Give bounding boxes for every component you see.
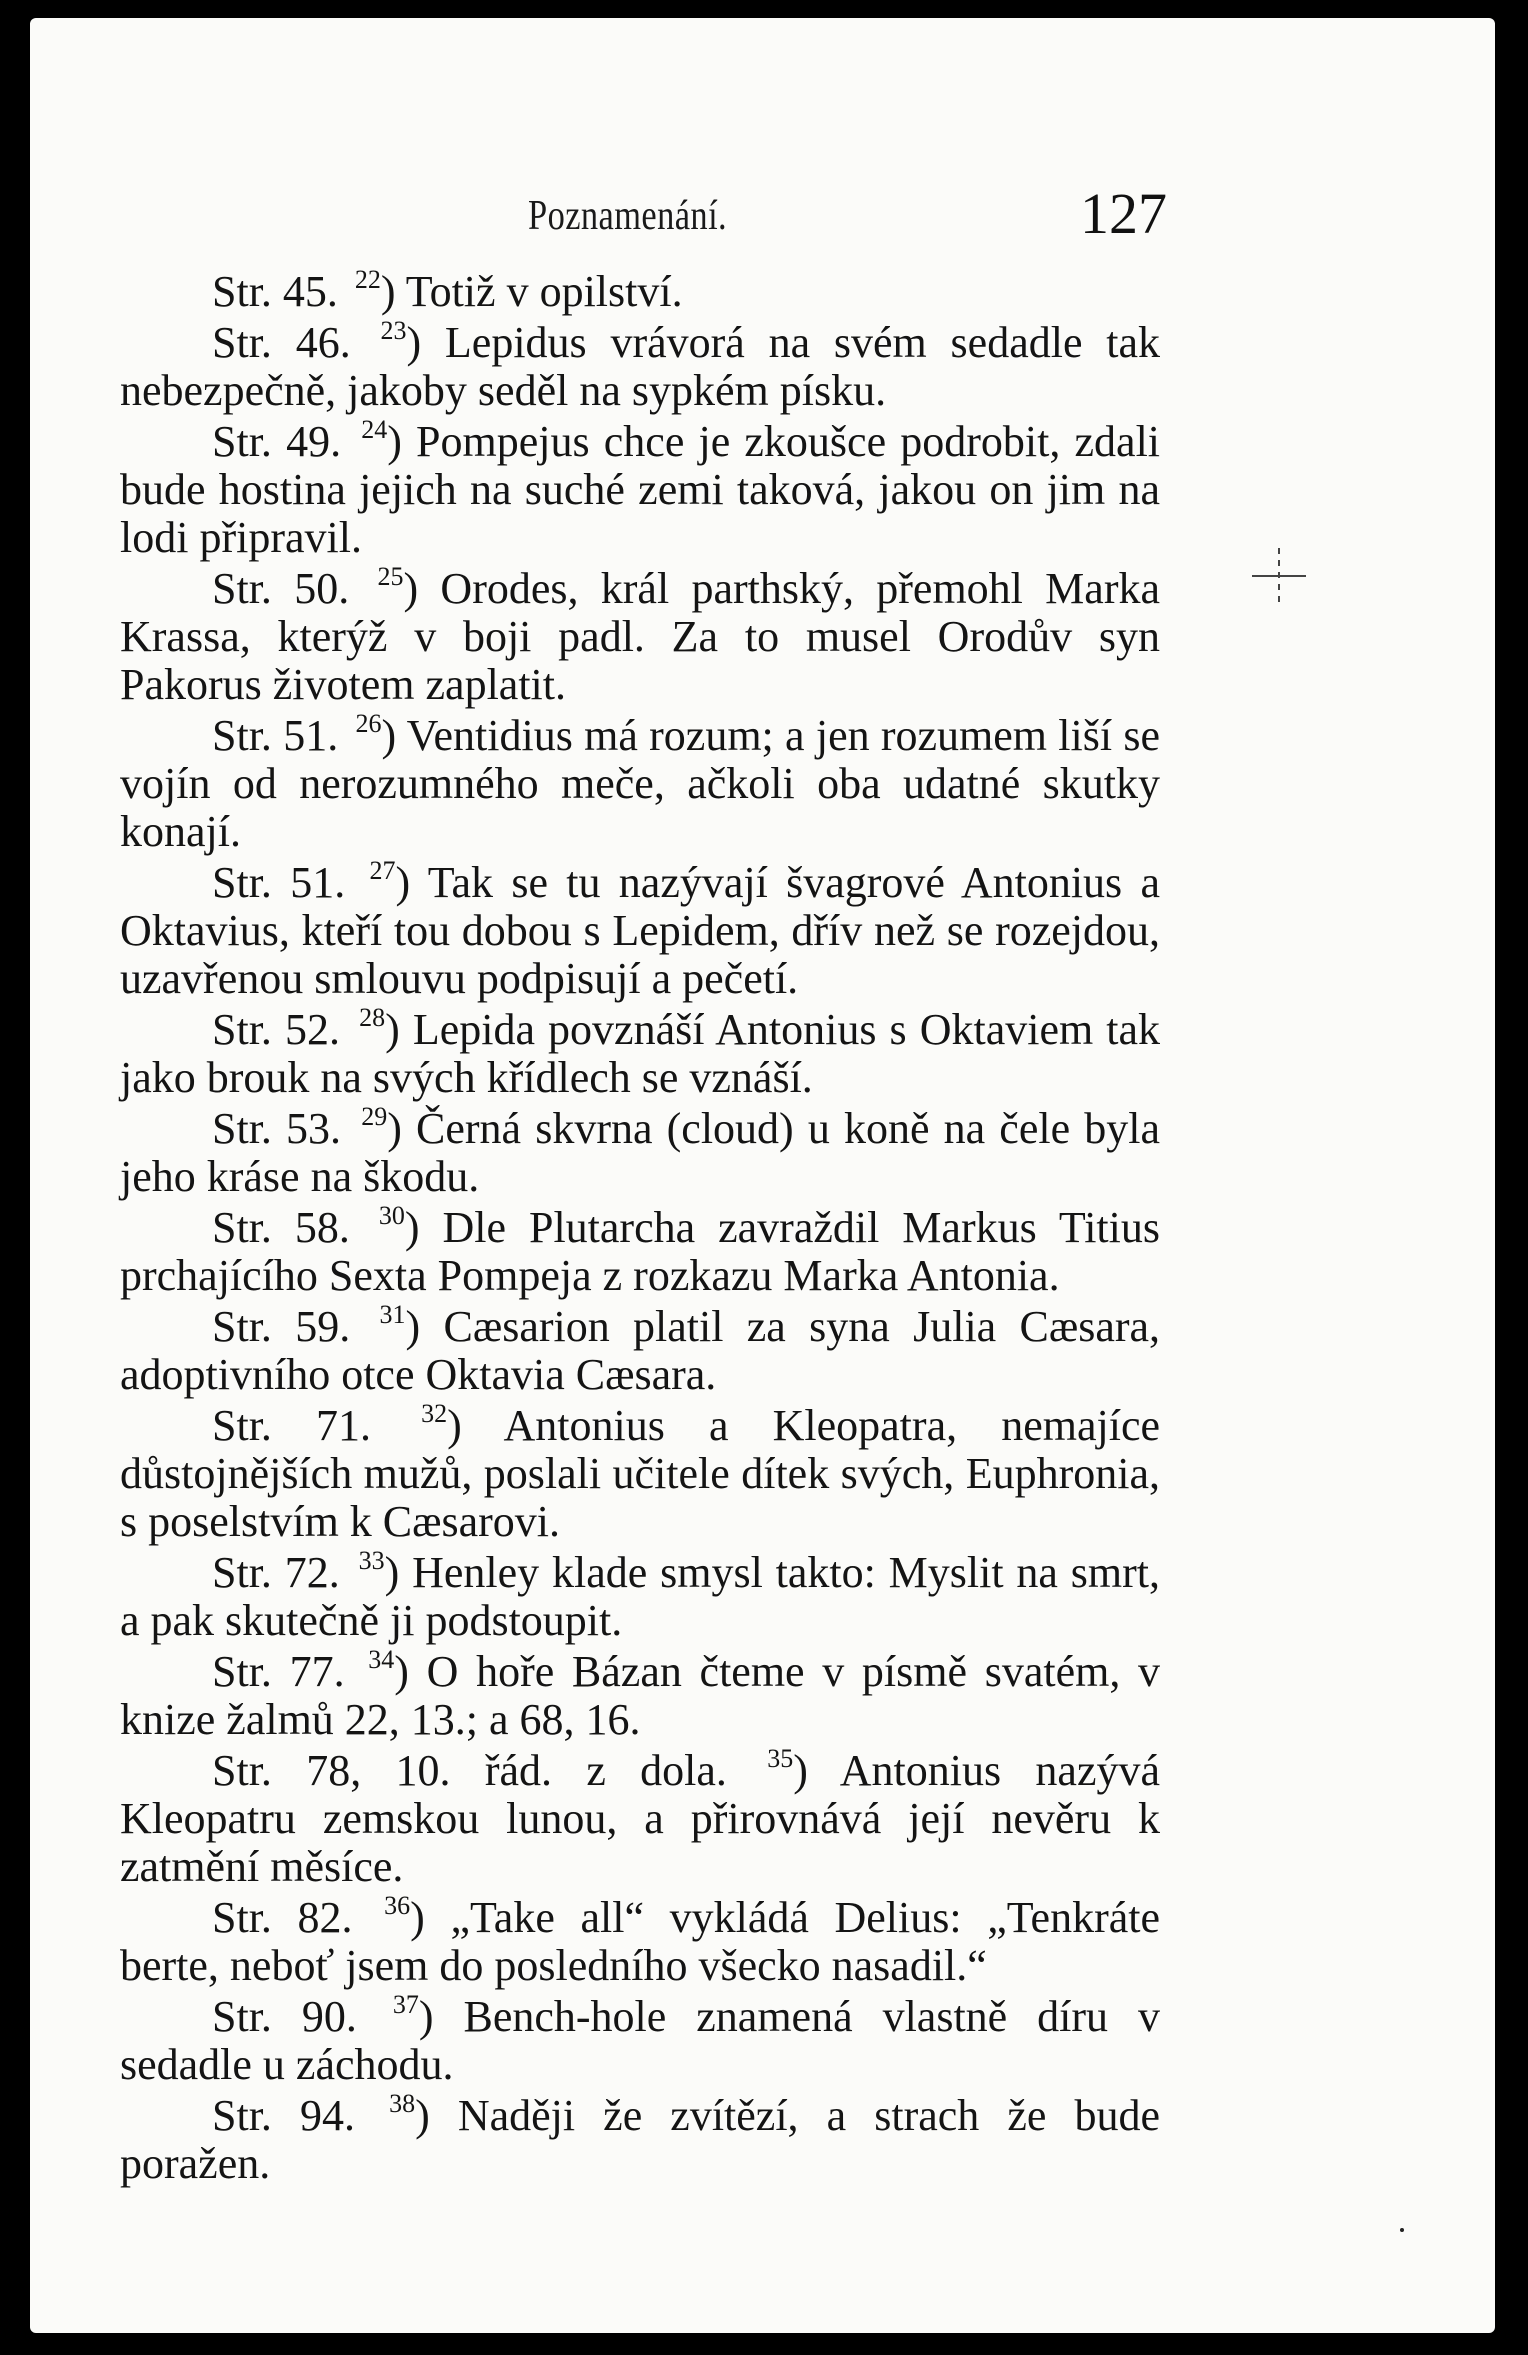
note-text: Bench-hole znamená vlastně díru v sedadle u záchodu.: [120, 1992, 1161, 2089]
note-30: Str. 58. $^{30}$) Dle Plutarcha zavraždil Markus Titius prchajícího Sexta Pompeja z rozkazu Marka Antonia.: [120, 1201, 1161, 1300]
note-29: Str. 53. $^{29}$) Černá skvrna (cloud) u koně na čele byla jeho kráse na škodu.: [120, 1102, 1161, 1201]
note-page-ref: Str. 94.: [212, 2091, 355, 2140]
note-34: Str. 77. $^{34}$) O hoře Bázan čteme v písmě svatém, v knize žalmů 22, 13.; a 68, 16.: [120, 1645, 1161, 1744]
note-text: Lepida povznáší Antonius s Oktaviem tak jako brouk na svých křídlech se vznáší.: [120, 1005, 1161, 1102]
note-23: Str. 46. $^{23}$) Lepidus vrávorá na svém sedadle tak nebezpečně, jakoby seděl na sypkém písku.: [120, 316, 1161, 415]
note-number: 22: [354, 265, 381, 294]
note-text: Totiž v opilství.: [405, 267, 683, 316]
note-text: Henley klade smysl takto: Myslit na smrt, a pak skutečně ji podstoupit.: [120, 1548, 1161, 1645]
note-page-ref: Str. 71.: [212, 1401, 372, 1450]
note-28: Str. 52. $^{28}$) Lepida povznáší Antonius s Oktaviem tak jako brouk na svých křídlech se vznáší.: [120, 1003, 1161, 1102]
note-text: O hoře Bázan čteme v písmě svatém, v knize žalmů 22, 13.; a 68, 16.: [120, 1647, 1161, 1744]
note-number: 25: [377, 562, 404, 591]
note-33: Str. 72. $^{33}$) Henley klade smysl takto: Myslit na smrt, a pak skutečně ji podstoupit.: [120, 1546, 1161, 1645]
running-head: Poznamenání.: [528, 193, 728, 239]
note-text: Tak se tu nazývají švagrové Antonius a Oktavius, kteří tou dobou s Lepidem, dřív než se rozejdou, uzavřenou smlouvu podpisují a pečetí.: [120, 858, 1161, 1003]
note-31: Str. 59. $^{31}$) Cæsarion platil za syna Julia Cæsara, adoptivního otce Oktavia Cæsara.: [120, 1300, 1161, 1399]
note-page-ref: Str. 77.: [212, 1647, 345, 1696]
note-25: Str. 50. $^{25}$) Orodes, král parthský, přemohl Marka Krassa, kterýž v boji padl. Za to musel Orodův syn Pakorus životem zaplatit.: [120, 562, 1161, 709]
note-text: Cæsarion platil za syna Julia Cæsara, adoptivního otce Oktavia Cæsara.: [120, 1302, 1161, 1399]
note-number: 36: [384, 1891, 411, 1920]
note-text: Orodes, král parthský, přemohl Marka Krassa, kterýž v boji padl. Za to musel Orodův syn Pakorus životem zaplatit.: [120, 564, 1161, 709]
note-number: 24: [361, 415, 388, 444]
note-page-ref: Str. 59.: [212, 1302, 351, 1351]
note-32: Str. 71. $^{32}$) Antonius a Kleopatra, nemajíce důstojnějších mužů, poslali učitele dítek svých, Euphronia, s poselstvím k Cæsarovi.: [120, 1399, 1160, 1546]
note-page-ref: Str. 82.: [212, 1893, 353, 1942]
note-text: Ventidius má rozum; a jen rozumem liší se vojín od nerozumného meče, ačkoli oba udatné skutky konají.: [120, 711, 1161, 856]
note-number: 38: [389, 2089, 416, 2118]
note-text: Naději že zvítězí, a strach že bude poražen.: [120, 2091, 1161, 2188]
note-35: Str. 78, 10. řád. z dola. $^{35}$) Antonius nazývá Kleopatru zemskou lunou, a přirovnává její nevěru k zatmění měsíce.: [120, 1744, 1161, 1891]
note-page-ref: Str. 49.: [212, 417, 342, 466]
registration-mark-icon: [1248, 538, 1310, 608]
note-number: 30: [378, 1201, 405, 1230]
note-22: Str. 45. $^{22}$) Totiž v opilství.: [212, 265, 683, 316]
note-36: Str. 82. $^{36}$) „Take all“ vykládá Delius: „Tenkráte berte, neboť jsem do posledního všecko nasadil.“: [120, 1891, 1161, 1990]
note-text: Černá skvrna (cloud) u koně na čele byla jeho kráse na škodu.: [120, 1104, 1161, 1201]
note-text: Antonius nazývá Kleopatru zemskou lunou, a přirovnává její nevěru k zatmění měsíce.: [120, 1746, 1161, 1891]
note-text: Pompejus chce je zkoušce podrobit, zdali bude hostina jejich na suché zemi taková, jakou on jim na lodi připravil.: [120, 417, 1161, 562]
note-37: Str. 90. $^{37}$) Bench-hole znamená vlastně díru v sedadle u záchodu.: [120, 1990, 1161, 2089]
page-number: 127: [1080, 181, 1167, 246]
note-number: 35: [767, 1744, 794, 1773]
note-page-ref: Str. 50.: [212, 564, 350, 613]
note-page-ref: Str. 51.: [212, 711, 339, 760]
note-page-ref: Str. 78, 10. řád. z dola.: [212, 1746, 727, 1795]
note-page-ref: Str. 72.: [212, 1548, 340, 1597]
note-page-ref: Str. 51.: [212, 858, 346, 907]
note-number: 29: [361, 1102, 388, 1131]
page-header: [30, 178, 1495, 248]
note-page-ref: Str. 45.: [212, 267, 338, 316]
note-page-ref: Str. 46.: [212, 318, 351, 367]
note-text: Lepidus vrávorá na svém sedadle tak nebezpečně, jakoby seděl na sypkém písku.: [120, 318, 1161, 415]
note-number: 26: [355, 709, 382, 738]
note-page-ref: Str. 52.: [212, 1005, 340, 1054]
note-text: Dle Plutarcha zavraždil Markus Titius prchajícího Sexta Pompeja z rozkazu Marka Antonia.: [120, 1203, 1161, 1300]
note-number: 23: [380, 316, 407, 345]
note-number: 32: [421, 1399, 448, 1428]
note-27: Str. 51. $^{27}$) Tak se tu nazývají švagrové Antonius a Oktavius, kteří tou dobou s Lepidem, dřív než se rozejdou, uzavřenou smlouvu podpisují a pečetí.: [120, 856, 1161, 1003]
note-number: 31: [379, 1300, 406, 1329]
note-24: Str. 49. $^{24}$) Pompejus chce je zkoušce podrobit, zdali bude hostina jejich na suché zemi taková, jakou on jim na lodi připravil.: [120, 415, 1161, 562]
notes-body: [120, 265, 1161, 2191]
note-26: Str. 51. $^{26}$) Ventidius má rozum; a jen rozumem liší se vojín od nerozumného meče, ačkoli oba udatné skutky konají.: [120, 709, 1161, 856]
note-number: 37: [392, 1990, 419, 2019]
note-page-ref: Str. 58.: [212, 1203, 350, 1252]
note-38: Str. 94. $^{38}$) Naději že zvítězí, a strach že bude poražen.: [120, 2089, 1161, 2188]
note-page-ref: Str. 53.: [212, 1104, 342, 1153]
book-page: [30, 18, 1495, 2333]
note-number: 34: [368, 1645, 395, 1674]
note-number: 33: [358, 1546, 385, 1575]
note-text: Antonius a Kleopatra, nemajíce důstojnějších mužů, poslali učitele dítek svých, Euphronia, s poselstvím k Cæsarovi.: [120, 1401, 1160, 1546]
note-number: 27: [369, 856, 396, 885]
note-page-ref: Str. 90.: [212, 1992, 357, 2041]
note-number: 28: [359, 1003, 386, 1032]
note-text: „Take all“ vykládá Delius: „Tenkráte berte, neboť jsem do posledního všecko nasadil.“: [120, 1893, 1161, 1990]
scan-speck: [1400, 2228, 1404, 2232]
